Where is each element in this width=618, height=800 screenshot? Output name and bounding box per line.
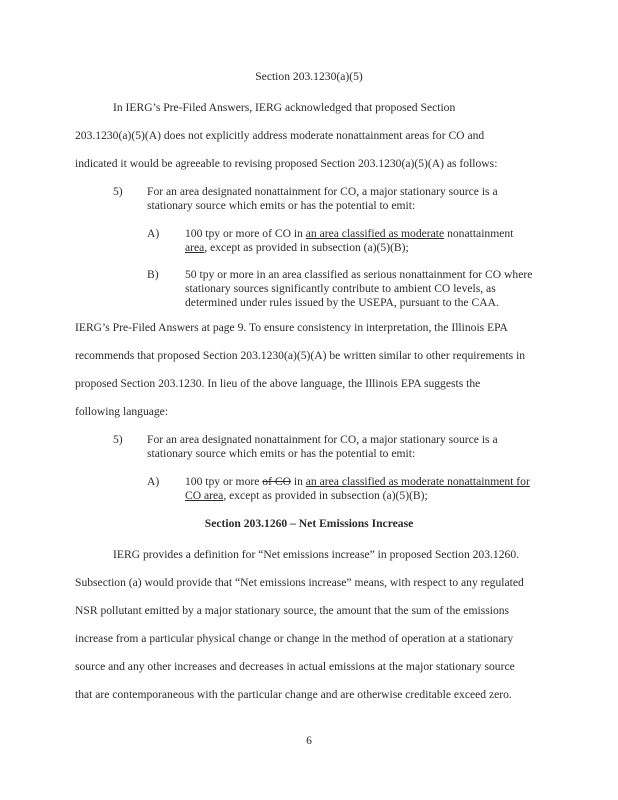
quote-line: stationary sources significantly contribute to ambient CO levels, as <box>185 282 496 295</box>
quote-line: area, except as provided in subsection (a)(5)(B); <box>185 241 409 254</box>
paragraph-line: 203.1230(a)(5)(A) does not explicitly address moderate nonattainment areas for CO and <box>75 129 485 142</box>
section-heading: Section 203.1230(a)(5) <box>255 70 363 83</box>
paragraph-line: increase from a particular physical change or change in the method of operation at a stationary <box>75 632 514 645</box>
quote-line: For an area designated nonattainment for CO, a major stationary source is a <box>147 185 498 198</box>
paragraph-line: proposed Section 203.1230. In lieu of the above language, the Illinois EPA suggests the <box>75 377 481 390</box>
paragraph-line: that are contemporaneous with the particular change and are otherwise creditable exceed zero. <box>75 688 512 701</box>
paragraph-line: NSR pollutant emitted by a major stationary source, the amount that the sum of the emissions <box>75 604 510 617</box>
paragraph-line: IERG’s Pre-Filed Answers at page 9. To ensure consistency in interpretation, the Illinois EPA <box>75 321 508 334</box>
quote-line: 100 tpy or more of CO in an area classified as moderate nonattainment for <box>185 475 530 488</box>
quote-line: stationary source which emits or has the potential to emit: <box>147 447 416 460</box>
list-number: 5) <box>113 185 123 198</box>
quote-line: determined under rules issued by the USEPA, pursuant to the CAA. <box>185 296 499 309</box>
paragraph-line: In IERG’s Pre-Filed Answers, IERG acknowledged that proposed Section <box>113 101 456 114</box>
sublist-label: A) <box>147 227 160 240</box>
quote-line: For an area designated nonattainment for CO, a major stationary source is a <box>147 433 498 446</box>
section-heading: Section 203.1260 – Net Emissions Increase <box>204 517 414 530</box>
quote-line: 50 tpy or more in an area classified as serious nonattainment for CO where <box>185 268 533 281</box>
paragraph-line: following language: <box>75 405 169 418</box>
paragraph-line: source and any other increases and decreases in actual emissions at the major stationary source <box>75 660 515 673</box>
list-number: 5) <box>113 433 123 446</box>
paragraph-line: recommends that proposed Section 203.1230(a)(5)(A) be written similar to other requirements in <box>75 349 526 362</box>
sublist-label: A) <box>147 475 160 488</box>
quote-line: CO area, except as provided in subsection (a)(5)(B); <box>185 489 428 502</box>
paragraph-line: IERG provides a definition for “Net emissions increase” in proposed Section 203.1260. <box>113 548 520 561</box>
quote-line: 100 tpy or more of CO in an area classified as moderate nonattainment <box>185 227 514 240</box>
paragraph-line: indicated it would be agreeable to revising proposed Section 203.1230(a)(5)(A) as follows: <box>75 157 498 170</box>
page-number: 6 <box>306 734 312 747</box>
paragraph-line: Subsection (a) would provide that “Net emissions increase” means, with respect to any regulated <box>75 576 524 589</box>
sublist-label: B) <box>147 268 159 281</box>
quote-line: stationary source which emits or has the potential to emit: <box>147 199 416 212</box>
